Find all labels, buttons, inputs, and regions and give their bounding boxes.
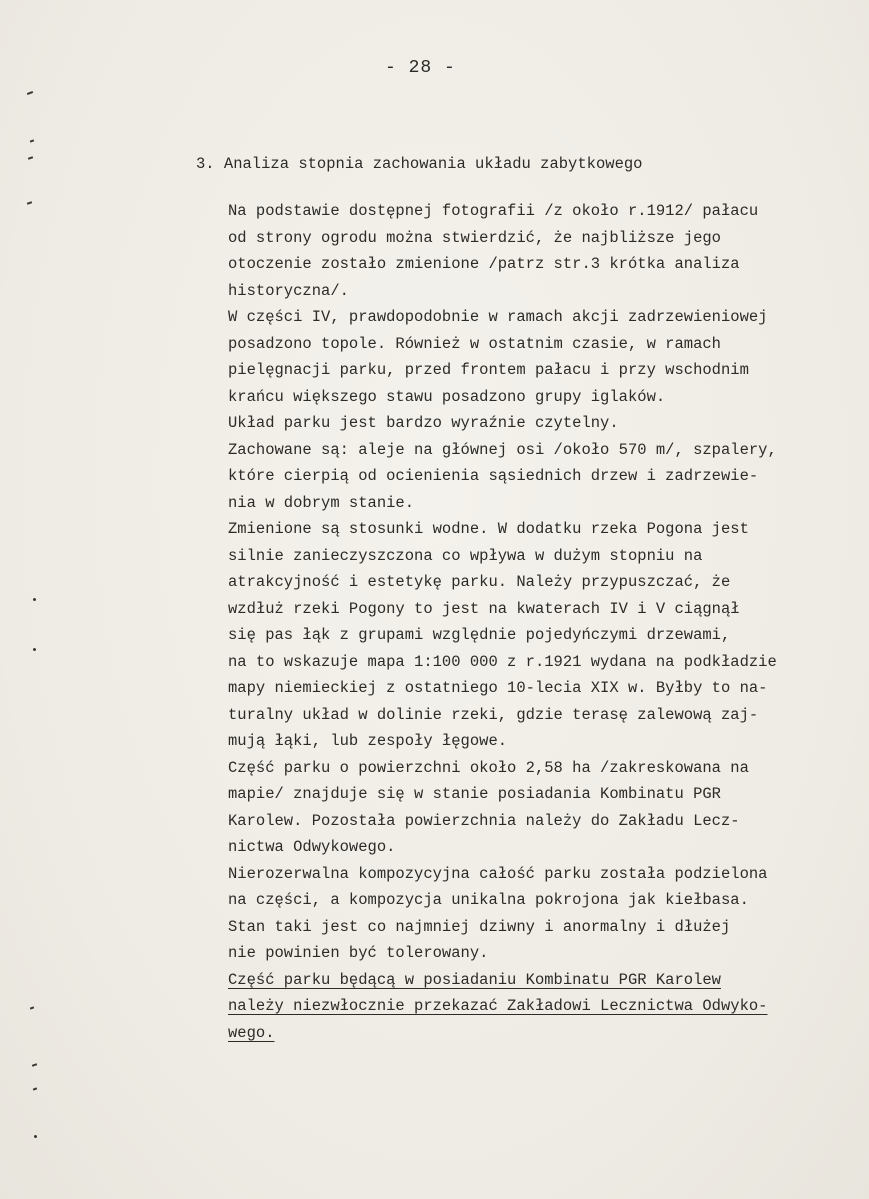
section-heading: 3. Analiza stopnia zachowania układu zabytkowego xyxy=(196,155,643,173)
text-line: Na podstawie dostępnej fotografii /z około r.1912/ pałacu xyxy=(228,202,759,220)
text-line: nia w dobrym stanie. xyxy=(228,493,415,512)
scan-mark xyxy=(30,1006,34,1009)
scan-mark xyxy=(33,598,37,602)
text-line: nictwa Odwykowego. xyxy=(228,838,396,856)
text-line: Karolew. Pozostała powierzchnia należy do Zakładu Lecz- xyxy=(228,811,740,830)
text-line: otoczenie zostało zmienione /patrz str.3 krótka analiza xyxy=(228,255,740,273)
text-line: posadzono topole. Również w ostatnim czasie, w ramach xyxy=(228,334,721,353)
body-text xyxy=(228,198,868,1046)
text-line: turalny układ w dolinie rzeki, gdzie terasę zalewową zaj- xyxy=(228,705,759,724)
text-line: Część parku o powierzchni około 2,58 ha /zakreskowana na xyxy=(228,758,749,777)
scan-mark xyxy=(32,1063,37,1067)
text-line: mapy niemieckiej z ostatniego 10-lecia XIX w. Byłby to na- xyxy=(228,679,768,697)
text-line: krańcu większego stawu posadzono grupy iglaków. xyxy=(228,387,666,406)
text-line: W części IV, prawdopodobnie w ramach akcji zadrzewieniowej xyxy=(228,308,768,326)
scan-mark xyxy=(30,139,34,142)
text-line: Zmienione są stosunki wodne. W dodatku rzeka Pogona jest xyxy=(228,520,749,538)
text-line: które cierpią od ocienienia sąsiednich drzew i zadrzewie- xyxy=(228,467,759,485)
text-line: historyczna/. xyxy=(228,281,349,300)
text-line: pielęgnacji parku, przed frontem pałacu i przy wschodnim xyxy=(228,361,749,379)
text-line: na to wskazuje mapa 1:100 000 z r.1921 wydana na podkładzie xyxy=(228,652,777,671)
text-line: silnie zanieczyszczona co wpływa w dużym stopniu na xyxy=(228,546,703,565)
scan-mark xyxy=(33,1087,37,1090)
underlined-line: należy niezwłocznie przekazać Zakładowi Lecznictwa Odwyko- xyxy=(228,997,768,1015)
text-line: atrakcyjność i estetykę parku. Należy przypuszczać, że xyxy=(228,573,731,591)
text-line: Zachowane są: aleje na głównej osi /około 570 m/, szpalery, xyxy=(228,440,777,459)
text-line: się pas łąk z grupami względnie pojedyńczymi drzewami, xyxy=(228,626,731,644)
text-line: Nierozerwalna kompozycyjna całość parku została podzielona xyxy=(228,864,768,883)
scan-mark xyxy=(34,1135,38,1139)
text-line: mapie/ znajduje się w stanie posiadania Kombinatu PGR xyxy=(228,785,721,803)
scan-mark xyxy=(27,91,33,95)
text-line: Stan taki jest co najmniej dziwny i anormalny i dłużej xyxy=(228,917,731,936)
text-line: nie powinien być tolerowany. xyxy=(228,944,489,962)
text-line: mują łąki, lub zespoły łęgowe. xyxy=(228,732,508,750)
scan-mark xyxy=(27,201,32,205)
scan-mark xyxy=(28,156,33,160)
text-line: od strony ogrodu można stwierdzić, że najbliższe jego xyxy=(228,228,721,247)
text-line: wzdłuż rzeki Pogony to jest na kwaterach IV i V ciągnął xyxy=(228,599,740,618)
text-line: na części, a kompozycja unikalna pokrojona jak kiełbasa. xyxy=(228,891,749,909)
underlined-line: Część parku będącą w posiadaniu Kombinatu PGR Karolew xyxy=(228,970,721,989)
underlined-line: wego. xyxy=(228,1023,275,1042)
text-line: Układ parku jest bardzo wyraźnie czytelny. xyxy=(228,414,619,432)
scan-mark xyxy=(33,648,37,652)
page-number: - 28 - xyxy=(385,58,456,78)
